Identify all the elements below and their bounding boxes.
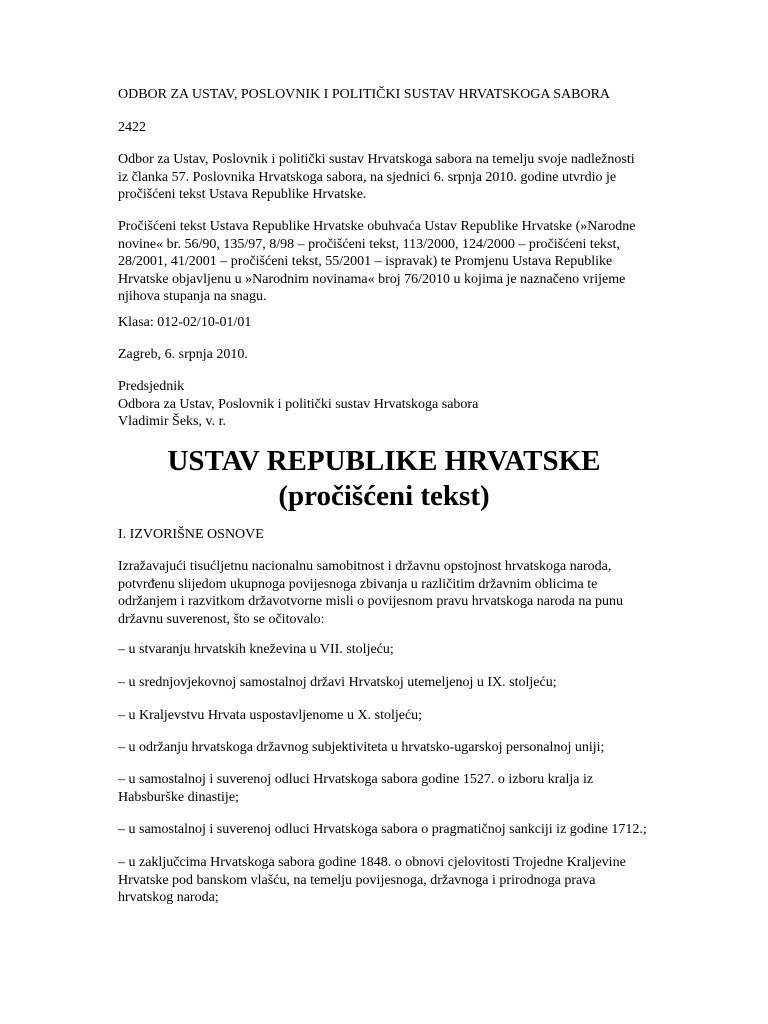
document-title: USTAV REPUBLIKE HRVATSKE (pročišćeni tekst) bbox=[167, 445, 601, 512]
intro-paragraph-1: Odbor za Ustav, Poslovnik i politički sustav Hrvatskoga sabora na temelju svoje nadležnosti iz članka 57. Poslovnika Hrvatskoga sabora, na sjednici 6. srpnja 2010. godine utvrdio je pročišćeni tekst Ustava Republike Hrvatske. bbox=[118, 152, 635, 203]
section-lead-paragraph: Izražavajući tisućljetnu nacionalnu samobitnost i državnu opstojnost hrvatskoga naroda, potvrđenu slijedom ukupnoga povijesnoga zbivanja u različitim državnim oblicima te održanjem i razvitkom državotvorne misli o povijesnom pravu hrvatskoga naroda na punu državnu suverenost, što se očitovalo: bbox=[118, 559, 624, 627]
list-item: – u samostalnoj i suverenoj odluci Hrvatskoga sabora godine 1527. o izboru kralja iz Habsburške dinastije; bbox=[118, 772, 594, 805]
list-item: – u srednjovjekovnoj samostalnoj državi Hrvatskoj utemeljenoj u IX. stoljeću; bbox=[118, 675, 557, 690]
list-item: – u stvaranju hrvatskih kneževina u VII. stoljeću; bbox=[118, 642, 394, 657]
list-item: – u održanju hrvatskoga državnog subjektiviteta u hrvatsko-ugarskoj personalnoj uniji; bbox=[118, 740, 605, 755]
list-item: – u Kraljevstvu Hrvata uspostavljenome u X. stoljeću; bbox=[118, 708, 423, 723]
place-date-line: Zagreb, 6. srpnja 2010. bbox=[118, 347, 248, 362]
signature-block: Predsjednik Odbora za Ustav, Poslovnik i politički sustav Hrvatskoga sabora Vladimir Šeks, v. r. bbox=[118, 379, 479, 430]
committee-heading: ODBOR ZA USTAV, POSLOVNIK I POLITIČKI SUSTAV HRVATSKOGA SABORA bbox=[118, 87, 611, 102]
section-heading: I. IZVORIŠNE OSNOVE bbox=[118, 527, 264, 542]
list-item: – u zaključcima Hrvatskoga sabora godine 1848. o obnovi cjelovitosti Trojedne Kraljevine Hrvatske pod banskom vlašću, na temelju povijesnoga, državnoga i prirodnoga prava hrvatskog naroda; bbox=[118, 855, 626, 906]
klasa-line: Klasa: 012-02/10-01/01 bbox=[118, 315, 252, 330]
intro-paragraph-2: Pročišćeni tekst Ustava Republike Hrvatske obuhvaća Ustav Republike Hrvatske (»Narodne novine« br. 56/90, 135/97, 8/98 – pročišćeni tekst, 113/2000, 124/2000 – pročišćeni tekst, 28/2001, 41/2001 – pročišćeni tekst, 55/2001 – ispravak) te Promjenu Ustava Republike Hrvatske objavljenu u »Narodnim novinama« broj 76/2010 u kojima je naznačeno vrijeme njihova stupanja na snagu. bbox=[118, 219, 636, 305]
document-number: 2422 bbox=[118, 120, 146, 135]
list-item: – u samostalnoj i suverenoj odluci Hrvatskoga sabora o pragmatičnoj sankciji iz godine 1712.; bbox=[118, 822, 647, 837]
